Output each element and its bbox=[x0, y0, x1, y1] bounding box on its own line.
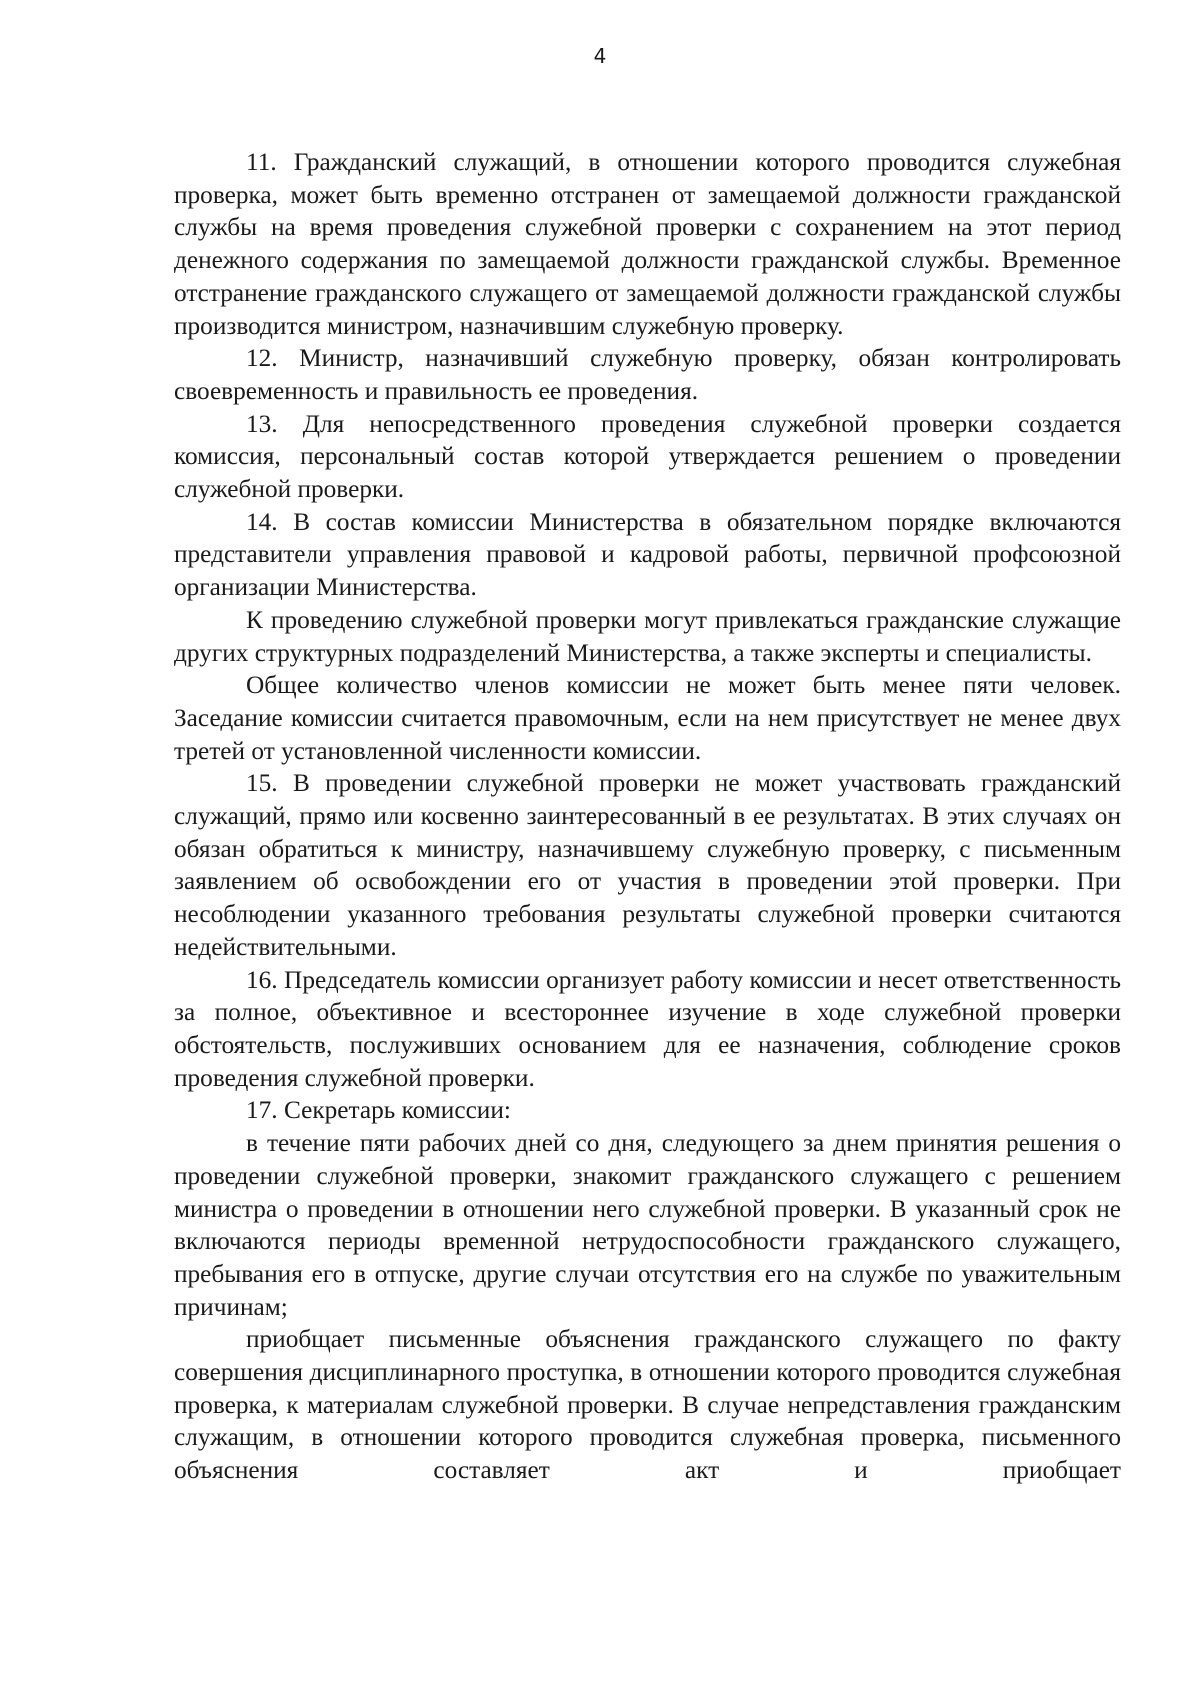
document-body bbox=[174, 146, 1121, 1487]
paragraph-12: 12. Министр, назначивший служебную проверку, обязан контролировать своевременность и правильность ее проведения. bbox=[174, 344, 1121, 405]
paragraph-17: 17. Секретарь комиссии: bbox=[246, 1096, 511, 1125]
paragraph-17-explanations: приобщает письменные объяснения гражданского служащего по факту совершения дисциплинарного проступка, в отношении которого проводится служебная проверка, к материалам служебной проверки. В случае непредставления гражданским служащим, в отношении которого проводится служебная проверка, письменного объяснения составляет акт и приобщает bbox=[174, 1325, 1121, 1485]
paragraph-15: 15. В проведении служебной проверки не может участвовать гражданский служащий, прямо или косвенно заинтересованный в ее результатах. В этих случаях он обязан обратиться к министру, назначившему служебную проверку, с письменным заявлением об освобождении его от участия в проведении этой проверки. При несоблюдении указанного требования результаты служебной проверки считаются недействительными. bbox=[174, 769, 1121, 961]
paragraph-11: 11. Гражданский служащий, в отношении которого проводится служебная проверка, может быть временно отстранен от замещаемой должности гражданской службы на время проведения служебной проверки с сохранением на этот период денежного содержания по замещаемой должности гражданской службы. Временное отстранение гражданского служащего от замещаемой должности гражданской службы производится министром, назначившим служебную проверку. bbox=[174, 148, 1121, 340]
paragraph-16: 16. Председатель комиссии организует работу комиссии и несет ответственность за полное, объективное и всестороннее изучение в ходе служебной проверки обстоятельств, послуживших основанием для ее назначения, соблюдение сроков проведения служебной проверки. bbox=[174, 965, 1121, 1092]
paragraph-14-quorum: Общее количество членов комиссии не может быть менее пяти человек. Заседание комиссии считается правомочным, если на нем присутствует не менее двух третей от установленной численности комиссии. bbox=[174, 671, 1121, 765]
paragraph-14: 14. В состав комиссии Министерства в обязательном порядке включаются представители управления правовой и кадровой работы, первичной профсоюзной организации Министерства. bbox=[174, 507, 1121, 602]
paragraph-14-experts: К проведению служебной проверки могут привлекаться гражданские служащие других структурных подразделений Министерства, а также эксперты и специалисты. bbox=[174, 605, 1121, 667]
page-number: 4 bbox=[593, 44, 607, 68]
paragraph-17-notify: в течение пяти рабочих дней со дня, следующего за днем принятия решения о проведении служебной проверки, знакомит гражданского служащего с решением министра о проведении в отношении него служебной проверки. В указанный срок не включаются периоды временной нетрудоспособности гражданского служащего, пребывания его в отпуске, другие случаи отсутствия его на службе по уважительным причинам; bbox=[174, 1129, 1121, 1321]
paragraph-13: 13. Для непосредственного проведения служебной проверки создается комиссия, персональный состав которой утверждается решением о проведении служебной проверки. bbox=[174, 409, 1121, 504]
